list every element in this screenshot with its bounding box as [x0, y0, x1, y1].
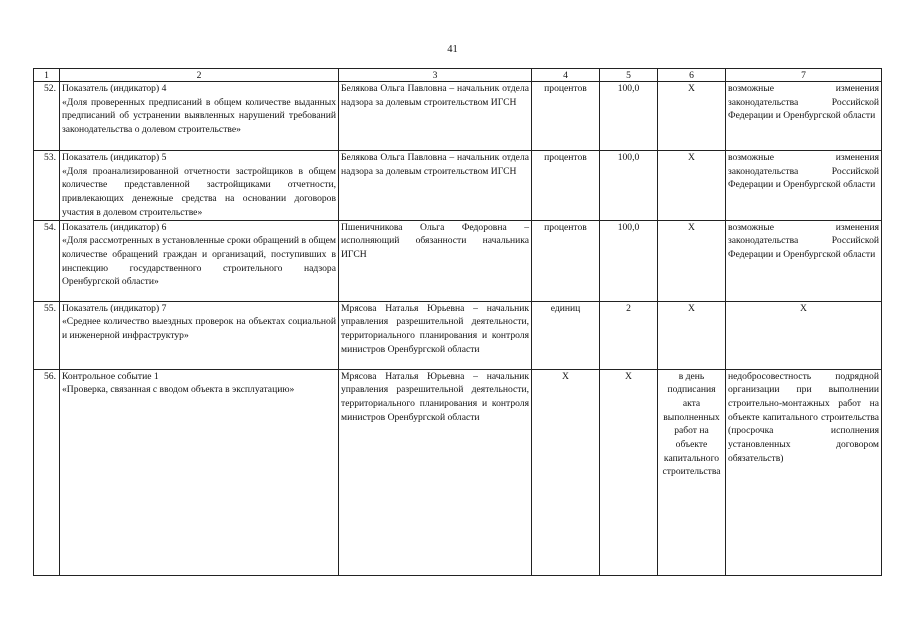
header-col-5: 5	[600, 69, 658, 82]
indicator-cell	[60, 151, 339, 221]
deadline-cell: X	[658, 151, 726, 221]
header-col-7: 7	[726, 69, 882, 82]
unit-cell: процентов	[532, 220, 600, 301]
indicator-text: «Доля рассмотренных в установленные сроки обращений в общем количестве обращений граждан и организаций, поступивших в инспекцию государственного строительного надзора Оренбургской области»	[62, 235, 336, 288]
indicator-cell	[60, 369, 339, 575]
page-number: 41	[447, 44, 458, 55]
unit-cell: процентов	[532, 82, 600, 151]
indicator-cell	[60, 82, 339, 151]
value-cell: 100,0	[600, 220, 658, 301]
row-number: 52.	[34, 82, 60, 151]
table-row	[34, 82, 882, 151]
unit-cell: X	[532, 369, 600, 575]
value-cell: 100,0	[600, 82, 658, 151]
table-row	[34, 369, 882, 575]
table-row	[34, 220, 882, 301]
header-col-2: 2	[60, 69, 339, 82]
indicator-text: «Среднее количество выездных проверок на объектах социальной и инженерной инфраструктур»	[62, 316, 336, 341]
header-col-3: 3	[339, 69, 532, 82]
risk-cell: возможные изменения законодательства Российской Федерации и Оренбургской области	[726, 151, 882, 221]
deadline-cell: X	[658, 82, 726, 151]
indicator-text: «Проверка, связанная с вводом объекта в эксплуатацию»	[62, 384, 295, 396]
indicator-title: Контрольное событие 1	[62, 370, 159, 382]
deadline-cell: X	[658, 301, 726, 369]
deadline-cell: в день подписания акта выполненных работ на объекте капитального строительства	[658, 369, 726, 575]
indicator-title: Показатель (индикатор) 4	[62, 83, 167, 94]
risk-cell: недобросовестность подрядной организации при выполнении строительно-монтажных работ на объекте капитального строительства (просрочка исполнения установленных договором обязательств)	[726, 369, 882, 575]
indicator-title: Показатель (индикатор) 6	[62, 221, 167, 233]
risk-cell: возможные изменения законодательства Российской Федерации и Оренбургской области	[726, 220, 882, 301]
row-number: 56.	[34, 369, 60, 575]
unit-cell: единиц	[532, 301, 600, 369]
row-number: 53.	[34, 151, 60, 221]
unit-cell: процентов	[532, 151, 600, 221]
table-row	[34, 301, 882, 369]
indicator-title: Показатель (индикатор) 5	[62, 152, 167, 163]
plan-table	[33, 68, 882, 576]
responsible-cell: Мрясова Наталья Юрьевна – начальник управления разрешительной деятельности, территориального планирования и контроля министров Оренбургской области	[339, 301, 532, 369]
value-cell: X	[600, 369, 658, 575]
header-col-6: 6	[658, 69, 726, 82]
header-col-4: 4	[532, 69, 600, 82]
indicator-text: «Доля проверенных предписаний в общем количестве выданных предписаний об устранении выявленных нарушений требований законодательства о долевом строительстве»	[62, 96, 336, 136]
header-row	[34, 69, 882, 82]
deadline-cell: X	[658, 220, 726, 301]
row-number: 55.	[34, 301, 60, 369]
responsible-cell: Мрясова Наталья Юрьевна – начальник управления разрешительной деятельности, территориального планирования и контроля министров Оренбургской области	[339, 369, 532, 575]
responsible-cell: Белякова Ольга Павловна – начальник отдела надзора за долевым строительством ИГСН	[339, 151, 532, 221]
header-col-1: 1	[34, 69, 60, 82]
indicator-cell	[60, 301, 339, 369]
indicator-title: Показатель (индикатор) 7	[62, 302, 167, 314]
risk-cell: возможные изменения законодательства Российской Федерации и Оренбургской области	[726, 82, 882, 151]
row-number: 54.	[34, 220, 60, 301]
table-row	[34, 151, 882, 221]
responsible-cell: Пшеничникова Ольга Федоровна – исполняющий обязанности начальника ИГСН	[339, 220, 532, 301]
responsible-cell: Белякова Ольга Павловна – начальник отдела надзора за долевым строительством ИГСН	[339, 82, 532, 151]
risk-cell: X	[726, 301, 882, 369]
value-cell: 2	[600, 301, 658, 369]
value-cell: 100,0	[600, 151, 658, 221]
indicator-cell	[60, 220, 339, 301]
indicator-text: «Доля проанализированной отчетности застройщиков в общем количестве представленной застройщиками отчетности, привлекающих денежные средства на основании договоров участия в долевом строительстве»	[62, 165, 336, 218]
